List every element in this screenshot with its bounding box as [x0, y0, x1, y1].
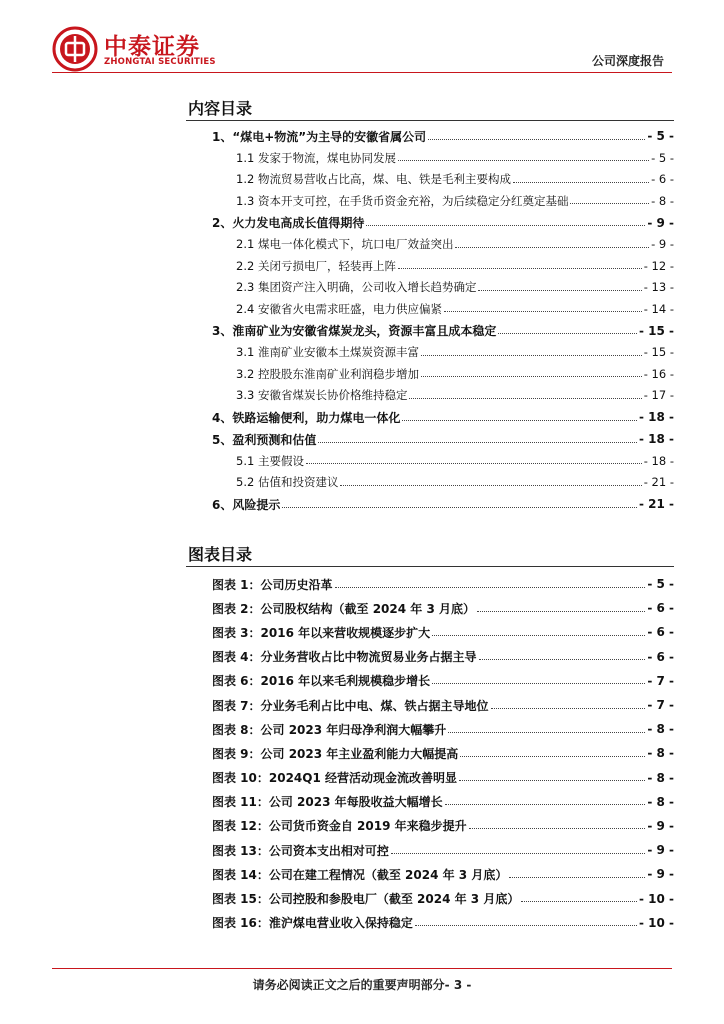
- toc-entry-label: 1、“煤电+物流”为主导的安徽省属公司: [212, 129, 427, 144]
- toc-entry-label: 5、盈利预测和估值: [212, 432, 317, 447]
- toc-entry-label: 5.2 估值和投资建议: [236, 475, 339, 490]
- figure-entry-page: - 8 -: [647, 722, 674, 737]
- dot-leader: [335, 587, 646, 588]
- dot-leader: [282, 507, 637, 508]
- toc-entry-page: - 8 -: [651, 193, 674, 208]
- figure-entry-label: 图表 3：2016 年以来营收规模逐步扩大: [212, 625, 431, 640]
- dot-leader: [421, 376, 642, 377]
- figure-entry-label: 图表 13：公司资本支出相对可控: [212, 843, 389, 858]
- dot-leader: [432, 635, 645, 636]
- toc-entry[interactable]: [186, 277, 674, 299]
- dot-leader: [491, 708, 646, 709]
- figure-entry[interactable]: [186, 645, 674, 669]
- contents-title: 内容目录: [188, 99, 253, 118]
- figure-entry-label: 图表 10：2024Q1 经营活动现金流改善明显: [212, 771, 458, 786]
- toc-entry-page: - 17 -: [643, 388, 674, 403]
- dot-leader: [509, 877, 645, 878]
- dot-leader: [409, 398, 641, 399]
- brand-name-cn: 中泰证券: [104, 34, 200, 60]
- dot-leader: [445, 804, 646, 805]
- toc-entry[interactable]: [186, 190, 674, 212]
- toc-entry-page: - 6 -: [651, 172, 674, 187]
- dot-leader: [460, 756, 645, 757]
- toc-entry-page: - 21 -: [643, 475, 674, 490]
- toc-entry[interactable]: [186, 385, 674, 407]
- header-divider: [52, 72, 672, 73]
- toc-entry-label: 1.2 物流贸易营收占比高，煤、电、铁是毛利主要构成: [236, 172, 511, 187]
- figure-entry[interactable]: [186, 886, 674, 910]
- dot-leader: [398, 268, 642, 269]
- figure-entry[interactable]: [186, 669, 674, 693]
- figure-entry-label: 图表 7：分业务毛利占比中电、煤、铁占据主导地位: [212, 698, 489, 713]
- toc-entry-label: 2.3 集团资产注入明确，公司收入增长趋势确定: [236, 280, 477, 295]
- toc-entry[interactable]: [186, 320, 674, 342]
- toc-entry[interactable]: [186, 169, 674, 191]
- toc-entry-label: 2.1 煤电一体化模式下，坑口电厂效益突出: [236, 237, 454, 252]
- toc-entry-label: 3.3 安徽省煤炭长协价格维持稳定: [236, 388, 408, 403]
- toc-entry[interactable]: [186, 493, 674, 515]
- toc-entry-label: 3、淮南矿业为安徽省煤炭龙头，资源丰富且成本稳定: [212, 324, 497, 338]
- dot-leader: [366, 225, 645, 226]
- toc-entry-page: - 18 -: [638, 432, 674, 446]
- toc-entry-page: - 18 -: [638, 410, 674, 424]
- zhongtai-logo-icon: [52, 26, 98, 72]
- toc-entry[interactable]: [186, 255, 674, 277]
- figure-entry-page: - 9 -: [647, 818, 674, 833]
- contents-title-rule: [186, 120, 674, 121]
- toc-entry-page: - 21 -: [638, 497, 674, 511]
- toc-entry-page: - 5 -: [647, 129, 674, 143]
- toc-entry-label: 4、铁路运输便利，助力煤电一体化: [212, 410, 401, 425]
- figure-entry-label: 图表 9：公司 2023 年主业盈利能力大幅提高: [212, 746, 459, 761]
- brand-name-en: ZHONGTAI SECURITIES: [104, 57, 216, 67]
- toc-entry-label: 5.1 主要假设: [236, 453, 304, 468]
- toc-entry-page: - 9 -: [647, 215, 674, 230]
- dot-leader: [521, 901, 637, 902]
- dot-leader: [340, 485, 641, 486]
- dot-leader: [469, 828, 646, 829]
- figure-entry-page: - 6 -: [647, 649, 674, 664]
- figure-entry-page: - 5 -: [647, 577, 674, 592]
- toc-entry[interactable]: [186, 298, 674, 320]
- figure-entry[interactable]: [186, 596, 674, 620]
- toc-entry-page: - 18 -: [643, 453, 674, 468]
- figure-entry[interactable]: [186, 717, 674, 741]
- figure-entry-label: 图表 15：公司控股和参股电厂（截至 2024 年 3 月底）: [212, 892, 520, 907]
- toc-entry[interactable]: [186, 428, 674, 450]
- table-of-contents: [186, 125, 674, 515]
- figure-entry-page: - 10 -: [638, 915, 674, 930]
- dot-leader: [478, 290, 641, 291]
- figure-entry-label: 图表 8：公司 2023 年归母净利润大幅攀升: [212, 722, 447, 737]
- figure-entry-label: 图表 4：分业务营收占比中物流贸易业务占据主导: [212, 650, 477, 665]
- toc-entry[interactable]: [186, 363, 674, 385]
- toc-entry-label: 3.2 控股股东淮南矿业利润稳步增加: [236, 366, 419, 381]
- dot-leader: [402, 420, 637, 421]
- figure-entry-label: 图表 12：公司货币资金自 2019 年来稳步提升: [212, 819, 467, 834]
- figure-entry-page: - 7 -: [647, 673, 674, 688]
- toc-entry-page: - 15 -: [643, 345, 674, 360]
- page-header: [0, 0, 724, 80]
- figure-entry-label: 图表 6：2016 年以来毛利规模稳步增长: [212, 674, 431, 689]
- figure-entry[interactable]: [186, 741, 674, 765]
- figures-list: [186, 572, 674, 935]
- dot-leader: [415, 925, 637, 926]
- toc-entry-label: 2.2 关闭亏损电厂，轻装再上阵: [236, 258, 396, 273]
- dot-leader: [513, 182, 649, 183]
- figures-title: 图表目录: [188, 545, 253, 564]
- figures-title-rule: [186, 566, 674, 567]
- dot-leader: [459, 780, 645, 781]
- footer-divider: [52, 968, 672, 969]
- figure-entry[interactable]: [186, 790, 674, 814]
- figure-entry-label: 图表 2：公司股权结构（截至 2024 年 3 月底）: [212, 601, 475, 616]
- toc-entry-label: 3.1 淮南矿业安徽本土煤炭资源丰富: [236, 345, 419, 360]
- dot-leader: [398, 160, 649, 161]
- toc-entry-page: - 5 -: [651, 150, 674, 165]
- dot-leader: [477, 611, 645, 612]
- figure-entry-page: - 8 -: [647, 770, 674, 785]
- toc-entry-page: - 16 -: [643, 366, 674, 381]
- toc-entry-label: 1.3 资本开支可控，在手货币资金充裕，为后续稳定分红奠定基础: [236, 193, 569, 208]
- figure-entry-page: - 6 -: [647, 625, 674, 640]
- toc-entry-label: 2、火力发电高成长值得期待: [212, 216, 365, 230]
- figure-entry-page: - 8 -: [647, 746, 674, 761]
- toc-entry-page: - 14 -: [643, 301, 674, 316]
- toc-entry[interactable]: [186, 212, 674, 234]
- page-footer: 请务必阅读正文之后的重要声明部分- 3 -: [252, 978, 472, 992]
- figure-entry-label: 图表 11：公司 2023 年每股收益大幅增长: [212, 795, 443, 810]
- dot-leader: [570, 203, 649, 204]
- figure-entry-page: - 7 -: [647, 698, 674, 713]
- figure-entry[interactable]: [186, 620, 674, 644]
- figure-entry-page: - 9 -: [647, 843, 674, 858]
- dot-leader: [432, 683, 645, 684]
- figure-entry[interactable]: [186, 838, 674, 862]
- figure-entry-page: - 8 -: [647, 794, 674, 809]
- toc-entry[interactable]: [186, 147, 674, 169]
- dot-leader: [306, 463, 642, 464]
- dot-leader: [444, 311, 642, 312]
- toc-entry[interactable]: [186, 406, 674, 428]
- figure-entry[interactable]: [186, 693, 674, 717]
- figure-entry-page: - 6 -: [647, 601, 674, 616]
- dot-leader: [421, 355, 642, 356]
- toc-entry[interactable]: [186, 472, 674, 494]
- report-type: 公司深度报告: [591, 54, 664, 68]
- toc-entry-label: 1.1 发家于物流，煤电协同发展: [236, 150, 396, 165]
- dot-leader: [428, 139, 645, 140]
- dot-leader: [479, 659, 646, 660]
- dot-leader: [455, 247, 649, 248]
- figure-entry-page: - 10 -: [638, 891, 674, 906]
- figure-entry[interactable]: [186, 911, 674, 935]
- toc-entry[interactable]: [186, 450, 674, 472]
- figure-entry-page: - 9 -: [647, 867, 674, 882]
- dot-leader: [318, 442, 637, 443]
- toc-entry-label: 2.4 安徽省火电需求旺盛，电力供应偏紧: [236, 301, 442, 316]
- toc-entry[interactable]: [186, 125, 674, 147]
- dot-leader: [448, 732, 645, 733]
- toc-entry-page: - 12 -: [643, 258, 674, 273]
- toc-entry[interactable]: [186, 234, 674, 256]
- toc-entry-page: - 13 -: [643, 280, 674, 295]
- toc-entry-label: 6、风险提示: [212, 497, 281, 512]
- figure-entry[interactable]: [186, 814, 674, 838]
- figure-entry-label: 图表 14：公司在建工程情况（截至 2024 年 3 月底）: [212, 867, 508, 882]
- toc-entry-page: - 15 -: [638, 323, 674, 338]
- figure-entry[interactable]: [186, 572, 674, 596]
- figure-entry-label: 图表 16：淮沪煤电营业收入保持稳定: [212, 916, 413, 931]
- dot-leader: [391, 853, 645, 854]
- dot-leader: [498, 333, 637, 334]
- toc-entry[interactable]: [186, 342, 674, 364]
- figure-entry[interactable]: [186, 862, 674, 886]
- figure-entry[interactable]: [186, 766, 674, 790]
- toc-entry-page: - 9 -: [651, 237, 674, 252]
- figure-entry-label: 图表 1：公司历史沿革: [212, 577, 333, 592]
